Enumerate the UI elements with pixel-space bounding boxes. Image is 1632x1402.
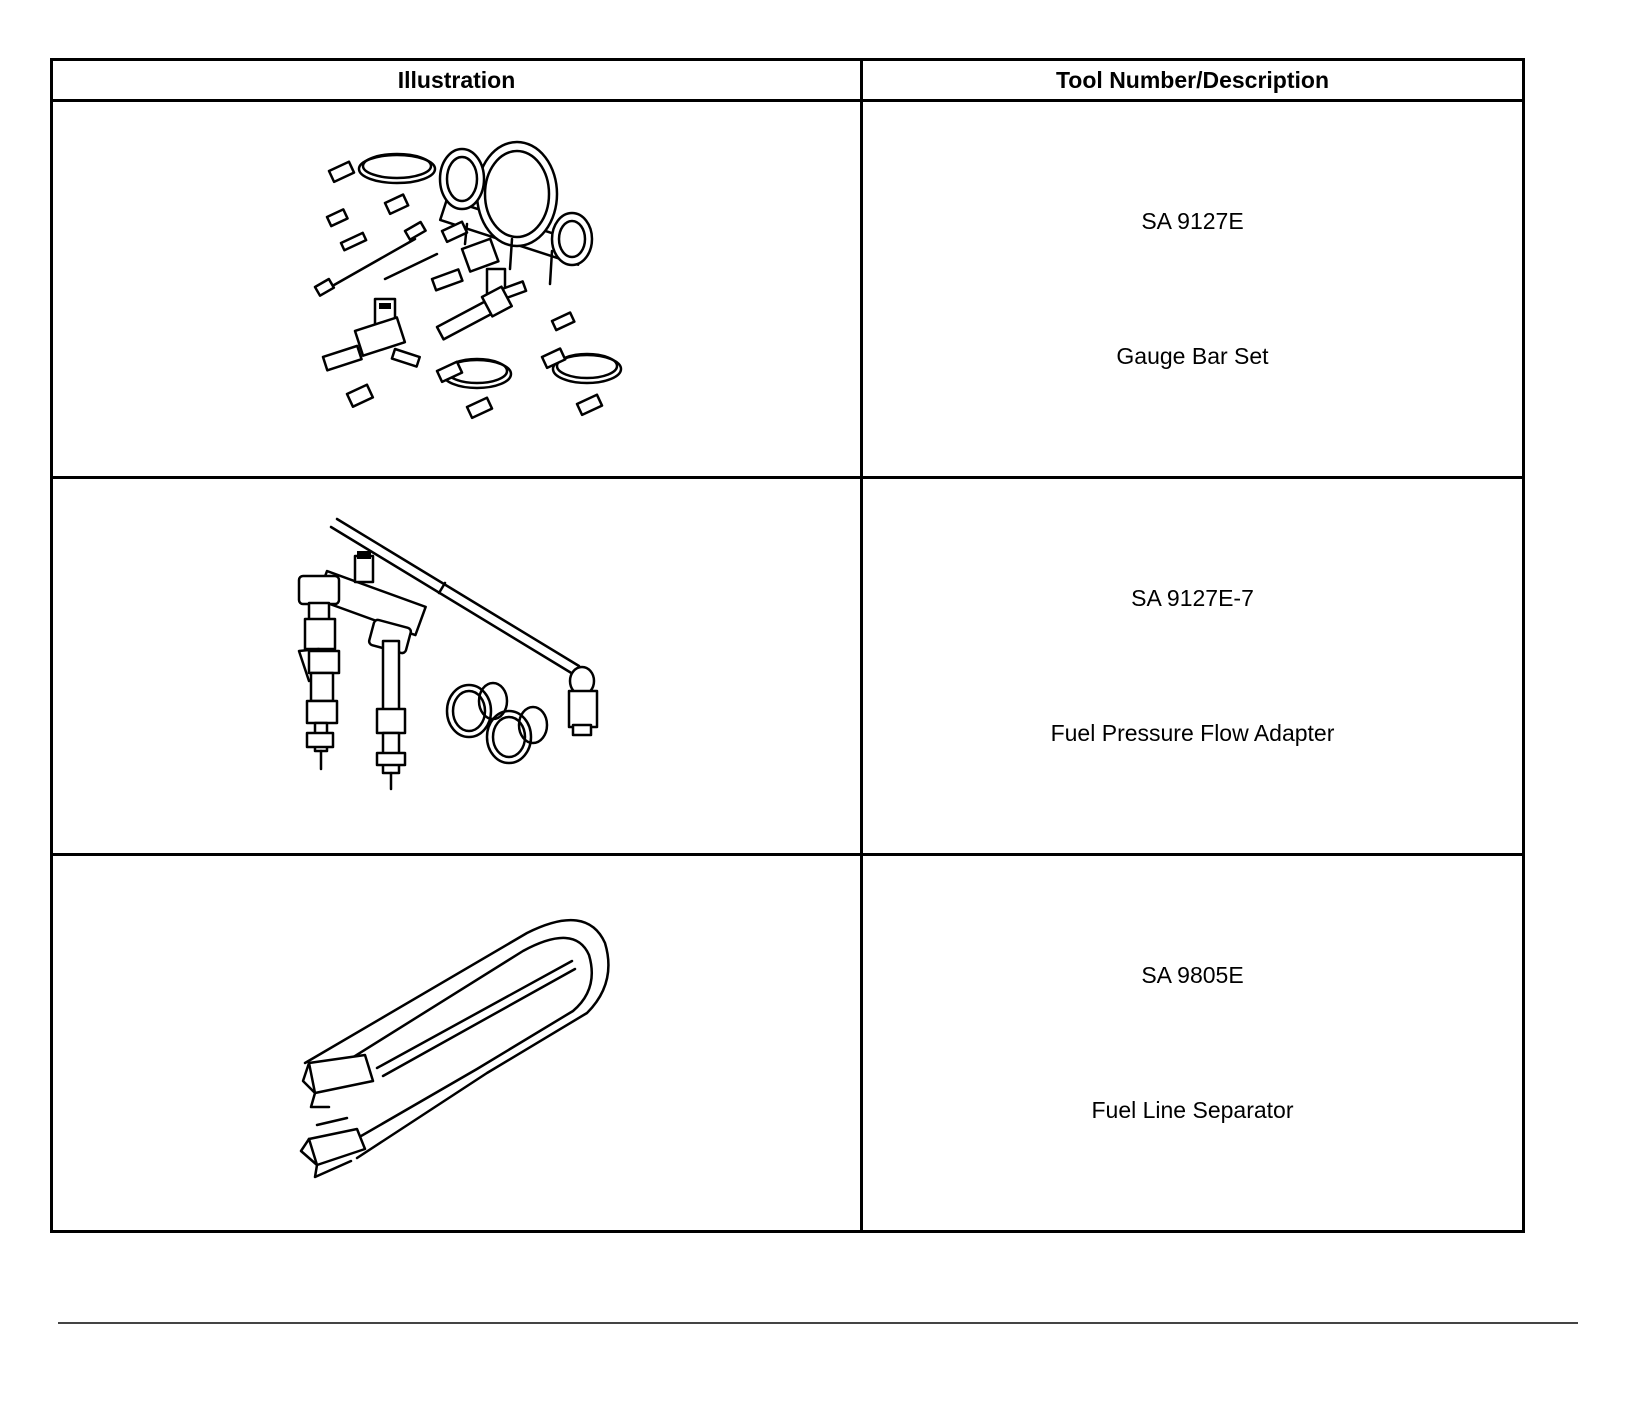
- fuel-pressure-flow-adapter-illustration: [287, 511, 627, 821]
- fuel-line-separator-illustration: [287, 903, 627, 1183]
- tool-number: SA 9127E-7: [1131, 585, 1254, 611]
- table-row: [52, 478, 1524, 855]
- illustration-cell: [52, 101, 862, 478]
- footer-rule: [58, 1322, 1578, 1324]
- description-cell: [862, 855, 1524, 1232]
- header-illustration: Illustration: [52, 60, 862, 101]
- illustration-cell: [52, 478, 862, 855]
- tool-description: Fuel Pressure Flow Adapter: [1050, 720, 1335, 746]
- description-cell: [862, 101, 1524, 478]
- description-cell: [862, 478, 1524, 855]
- table-row: [52, 855, 1524, 1232]
- header-tool-number-description: Tool Number/Description: [862, 60, 1524, 101]
- tool-number: SA 9127E: [1141, 208, 1244, 234]
- tool-number: SA 9805E: [1141, 962, 1244, 988]
- table-row: [52, 101, 1524, 478]
- tool-description: Gauge Bar Set: [1116, 343, 1269, 369]
- illustration-cell: [52, 855, 862, 1232]
- gauge-bar-set-illustration: [287, 139, 627, 439]
- tool-description: Fuel Line Separator: [1091, 1097, 1294, 1123]
- header-row: [52, 60, 1524, 101]
- tool-table: [50, 58, 1525, 1233]
